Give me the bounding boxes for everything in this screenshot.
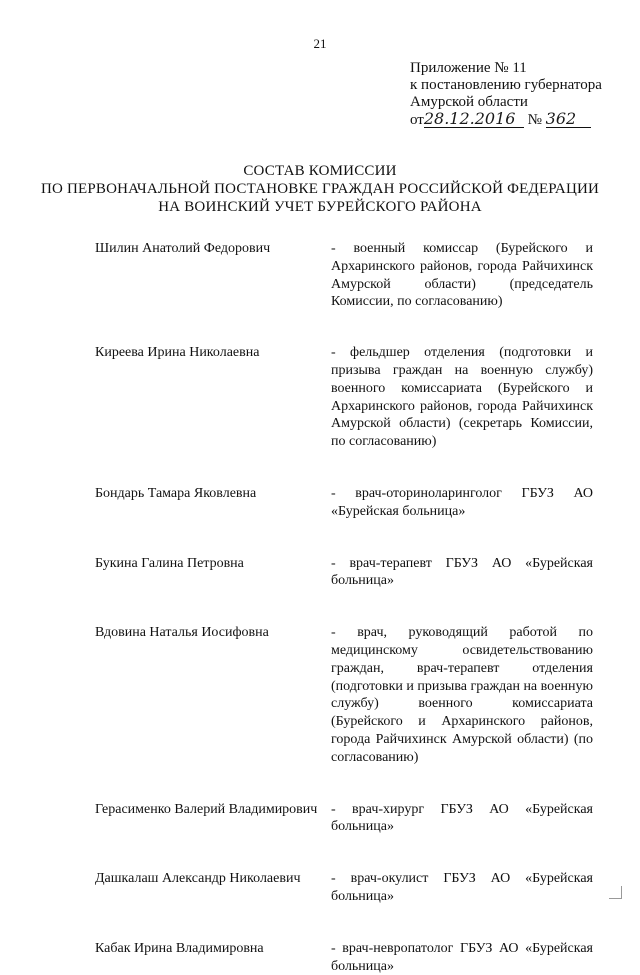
member-row: [95, 870, 605, 906]
member-name: Киреева Ирина Николаевна: [95, 345, 260, 361]
title-line-2: ПО ПЕРВОНАЧАЛЬНОЙ ПОСТАНОВКЕ ГРАЖДАН РОССИЙСКОЙ ФЕДЕРАЦИИ: [40, 181, 600, 197]
member-role: - врач-оториноларинголог ГБУЗ АО «Бурейская больница»: [331, 485, 593, 519]
member-role: - врач-терапевт ГБУЗ АО «Бурейская больница»: [331, 555, 593, 589]
member-row: [95, 940, 605, 975]
title-line-1: СОСТАВ КОМИССИИ: [243, 163, 397, 179]
member-row: [95, 485, 605, 521]
member-role: - военный комиссар (Бурейского и Архаринского районов, города Райчихинск Амурской области) (председатель Комиссии, по согласованию): [331, 241, 593, 310]
title-line-3: НА ВОИНСКИЙ УЧЕТ БУРЕЙСКОГО РАЙОНА: [158, 199, 482, 215]
member-role: - врач, руководящий работой по медицинскому освидетельствованию граждан, врач-терапевт отделения (подготовки и призыва граждан на военную службу) военного комиссариата (Бурейского и Архаринского районов, города Райчихинск Амурской области) (по согласованию): [331, 625, 593, 765]
member-list: [95, 240, 605, 975]
member-name: Герасименко Валерий Владимирович: [95, 801, 318, 817]
scan-corner-mark: [609, 886, 622, 899]
member-role: - врач-невропатолог ГБУЗ АО «Бурейская больница»: [331, 940, 593, 974]
page-number: 21: [313, 36, 327, 51]
document-title: [0, 162, 640, 216]
member-row: [95, 801, 605, 837]
appendix-line-3: Амурской области: [410, 94, 528, 110]
member-role: - врач-окулист ГБУЗ АО «Бурейская больница»: [331, 871, 593, 904]
handwritten-date: 28.12.2016: [424, 111, 524, 128]
member-row: [95, 555, 605, 591]
appendix-line-2: к постановлению губернатора: [410, 77, 602, 93]
appendix-date-line: [410, 111, 630, 129]
member-row: [95, 344, 605, 451]
member-name: Бондарь Тамара Яковлевна: [95, 485, 257, 501]
member-name: Кабак Ирина Владимировна: [95, 940, 264, 956]
member-name: Букина Галина Петровна: [95, 555, 244, 571]
member-row: [95, 240, 605, 311]
appendix-line-1: Приложение № 11: [410, 60, 527, 76]
member-role: - врач-хирург ГБУЗ АО «Бурейская больница»: [331, 801, 593, 835]
member-name: Вдовина Наталья Иосифовна: [95, 625, 269, 641]
member-name: Дашкалаш Александр Николаевич: [95, 871, 301, 887]
handwritten-number: 362: [546, 111, 591, 128]
member-row: [95, 624, 605, 766]
appendix-block: [410, 60, 630, 129]
member-name: Шилин Анатолий Федорович: [95, 241, 271, 256]
member-role: - фельдшер отделения (подготовки и призыва граждан на военную службу) военного комиссариата (Бурейского и Архаринского районов, города Райчихинск Амурской области) (секретарь Комиссии, по согласованию): [331, 345, 593, 450]
date-prefix: от: [410, 112, 424, 128]
number-prefix: №: [527, 112, 542, 128]
